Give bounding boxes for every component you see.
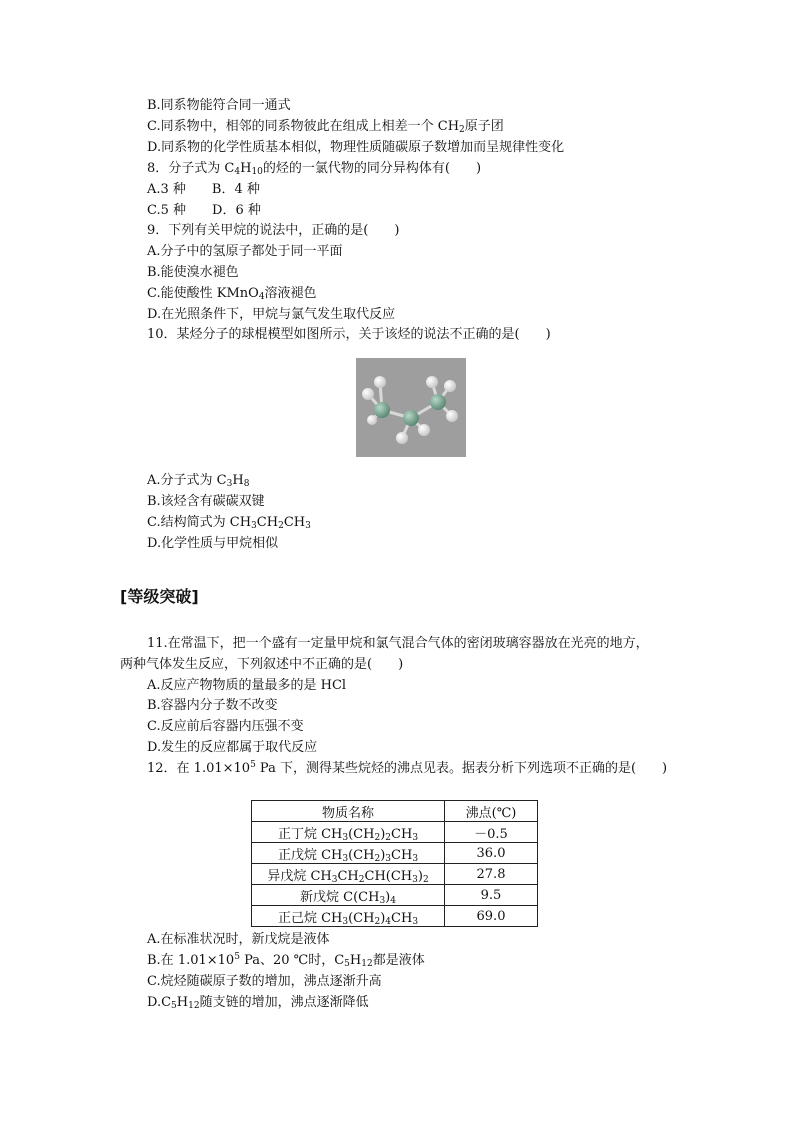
q9-option-c: C.能使酸性 KMnO$_4$溶液褪色 [147,286,317,302]
q10-option-d: D.化学性质与甲烷相似 [147,536,279,551]
propane-molecule-illustration [356,358,466,457]
section-heading: [等级突破] [120,587,199,606]
boiling-point-cell: 27.8 [445,864,538,885]
boiling-point-cell: －0.5 [445,822,538,843]
q12-option-b: B.在 $1.01\times 10^5$ Pa、20 ℃时，$C_5H_{12}$都是液体 [147,952,425,969]
header-substance-name: 物质名称 [252,801,445,822]
substance-name-cell: 正丁烷 $CH_3(CH_2)_2CH_3$ [252,822,445,843]
q8-stem: 8．分子式为 $C_4H_{10}$的烃的一氯代物的同分异构体有( ) [147,161,482,177]
q11-option-a: A.反应产物物质的量最多的是 HCl [147,678,347,693]
substance-name-cell: 异戊烷 $CH_3CH_2CH(CH_3)_2$ [252,864,445,885]
option-c-text: C.同系物中，相邻的同系物彼此在组成上相差一个 $CH_2$原子团 [147,119,504,135]
boiling-point-table [251,800,538,927]
table-row [252,885,538,906]
q8-options-ab: A.3 种 B．4 种 [147,182,260,197]
q11-stem-line2: 两种气体发生反应，下列叙述中不正确的是( ) [120,657,404,672]
table-header-row [252,801,538,822]
q12-option-c: C.烷烃随碳原子数的增加，沸点逐渐升高 [147,974,382,989]
table-row [252,822,538,843]
table-row [252,906,538,927]
table-row [252,843,538,864]
q11-option-b: B.容器内分子数不改变 [147,698,278,713]
q11-option-c: C.反应前后容器内压强不变 [147,719,304,734]
q10-option-c: C.结构简式为 $CH_3CH_2CH_3$ [147,515,311,531]
q9-option-d: D.在光照条件下，甲烷与氯气发生取代反应 [147,307,396,322]
q12-option-a: A.在标准状况时，新戊烷是液体 [147,932,330,947]
q11-stem-line1: 11.在常温下，把一个盛有一定量甲烷和氯气混合气体的密闭玻璃容器放在光亮的地方， [147,636,649,651]
q11-option-d: D.发生的反应都属于取代反应 [147,740,318,755]
table-row [252,864,538,885]
substance-name-cell: 正戊烷 $CH_3(CH_2)_3CH_3$ [252,843,445,864]
option-d-text: D.同系物的化学性质基本相似，物理性质随碳原子数增加而呈规律性变化 [147,140,565,155]
q10-option-b: B.该烃含有碳碳双键 [147,494,265,509]
boiling-point-cell: 9.5 [445,885,538,906]
ball-and-stick-model-image [356,358,466,457]
boiling-point-cell: 69.0 [445,906,538,927]
q12-stem: 12．在 $1.01\times 10^5$ Pa 下，测得某些烷烃的沸点见表。据表分析下列选项不正确的是( ) [147,760,668,776]
option-b-text: B.同系物能符合同一通式 [147,98,291,113]
substance-name-cell: 正己烷 $CH_3(CH_2)_4CH_3$ [252,906,445,927]
substance-name-cell: 新戊烷 $C(CH_3)_4$ [252,885,445,906]
q12-option-d: $D.C_5H_{12}$随支链的增加，沸点逐渐降低 [147,995,369,1011]
q8-options-cd: C.5 种 D．6 种 [147,203,261,218]
boiling-point-cell: 36.0 [445,843,538,864]
q9-stem: 9．下列有关甲烷的说法中，正确的是( ) [147,223,400,238]
header-boiling-point: 沸点(℃) [445,801,538,822]
q9-option-a: A.分子中的氢原子都处于同一平面 [147,244,343,259]
q10-stem: 10．某烃分子的球棍模型如图所示，关于该烃的说法不正确的是( ) [147,327,551,342]
q10-option-a: A.分子式为 $C_3H_8$ [147,473,250,489]
q9-option-b: B.能使溴水褪色 [147,265,239,280]
